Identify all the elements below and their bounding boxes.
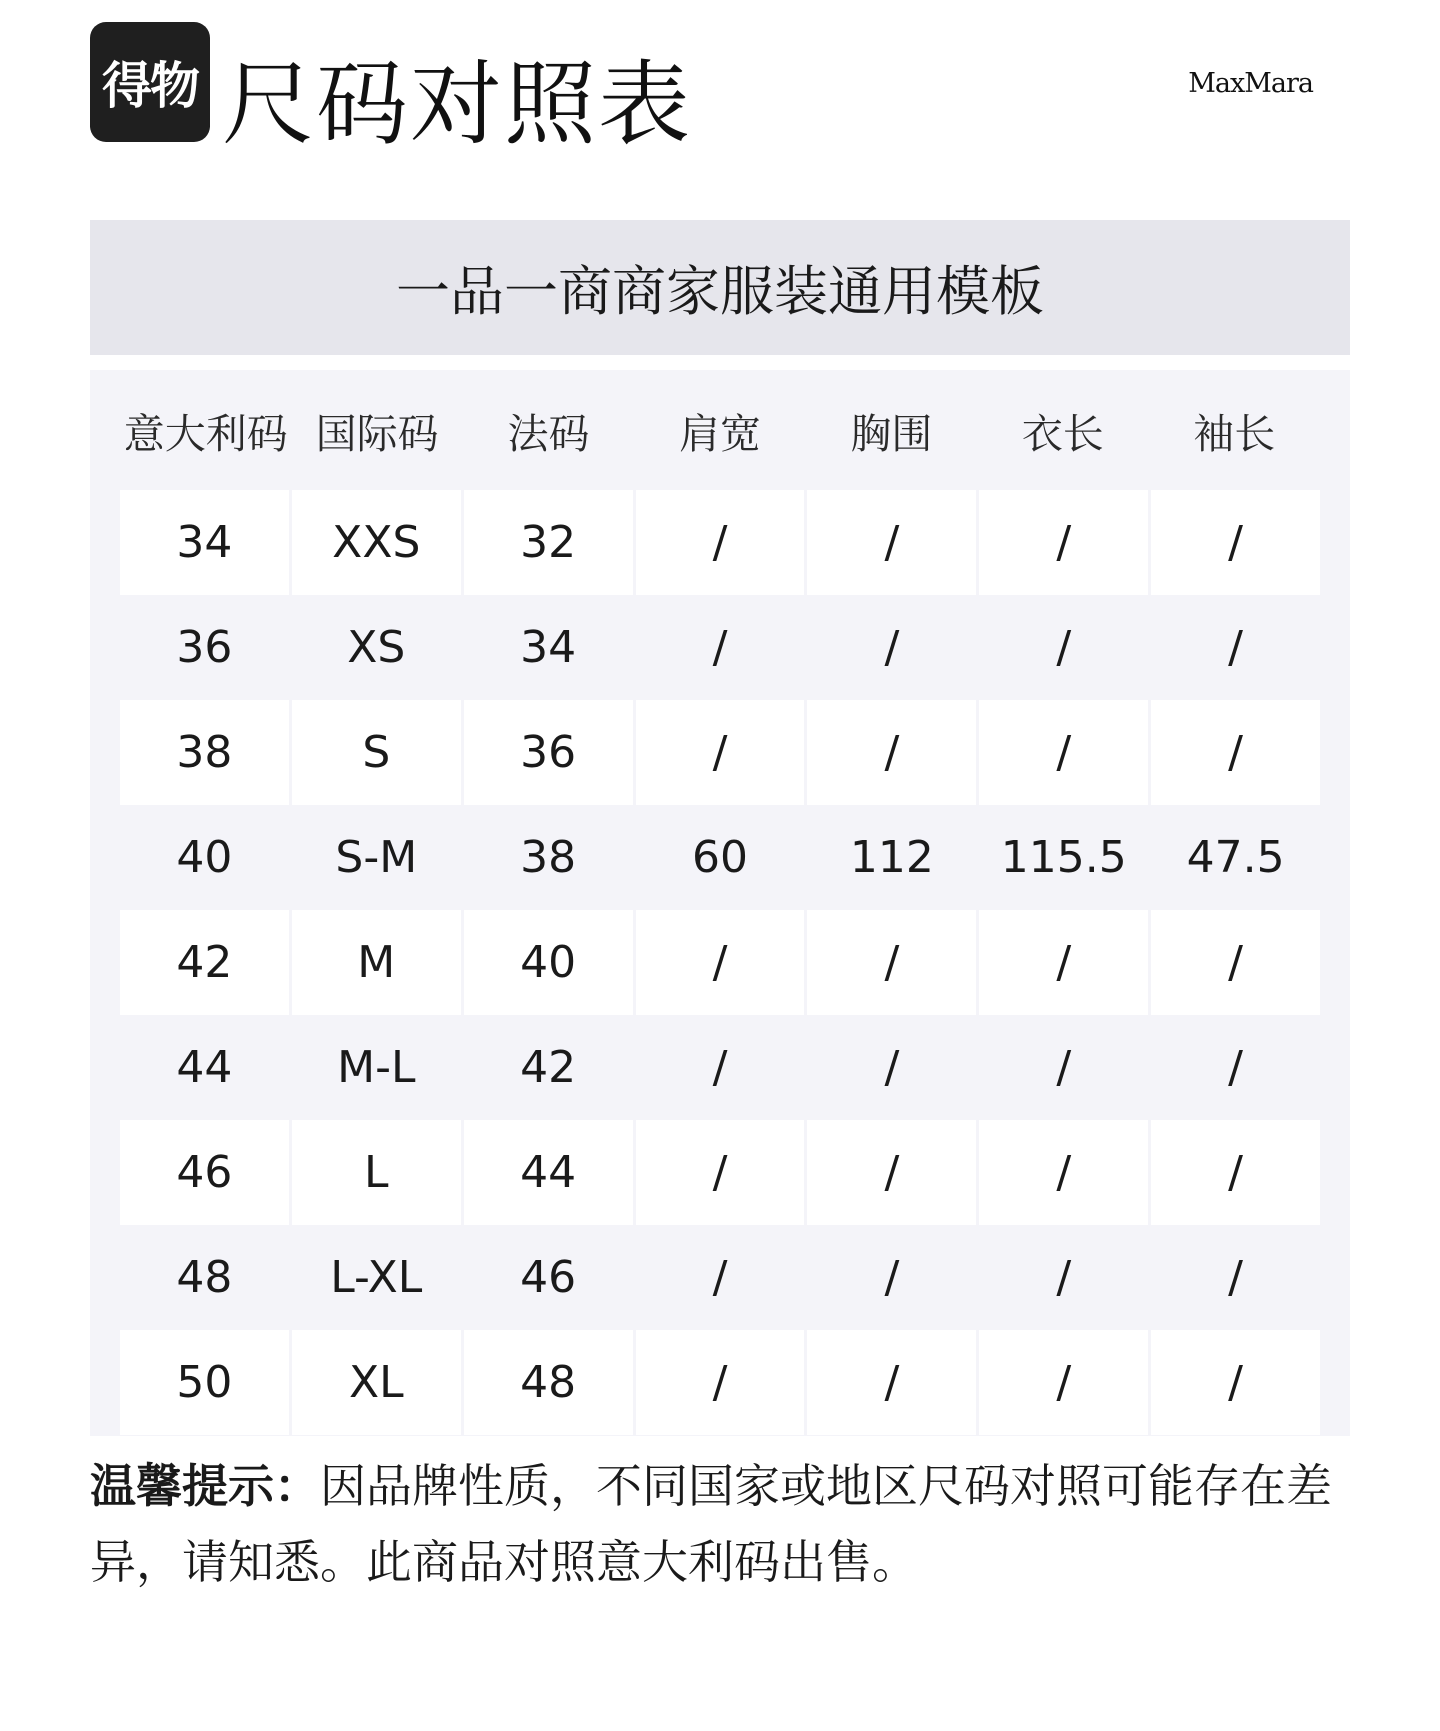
footnote-label: 温馨提示： [90, 1459, 320, 1513]
table-cell: 32 [464, 490, 636, 595]
table-cell: / [636, 1015, 808, 1120]
table-cell: / [807, 490, 979, 595]
brand-logo: MaxMara [1188, 68, 1313, 99]
table-cell: / [1228, 517, 1243, 568]
table-body [120, 490, 1320, 1435]
table-cell: / [1228, 622, 1243, 673]
table-cell: / [807, 910, 979, 1015]
table-cell: 48 [120, 1225, 292, 1330]
size-table [90, 370, 1350, 1436]
table-cell: / [1228, 1147, 1243, 1198]
header-fr-size: 法码 [507, 409, 590, 458]
table-cell: 46 [120, 1120, 292, 1225]
table-row [120, 1225, 1320, 1330]
table-row [120, 1120, 1320, 1225]
table-cell: 60 [636, 805, 808, 910]
table-cell: XS [292, 595, 464, 700]
table-cell: / [979, 1330, 1151, 1435]
table-cell: 44 [120, 1015, 292, 1120]
table-cell: 46 [464, 1225, 636, 1330]
header-intl-size: 国际码 [315, 409, 439, 458]
table-row [120, 805, 1320, 910]
table-cell: / [636, 1120, 808, 1225]
table-cell: 40 [120, 805, 292, 910]
table-cell: L-XL [292, 1225, 464, 1330]
app-logo: 得物 [90, 22, 210, 142]
table-cell: 115.5 [979, 805, 1151, 910]
footnote [90, 1448, 1360, 1600]
table-cell: 34 [464, 595, 636, 700]
template-subtitle-bar [90, 220, 1350, 355]
table-row [120, 1015, 1320, 1120]
header-it-size: 意大利码 [123, 409, 288, 458]
table-cell: / [807, 1330, 979, 1435]
footnote-text: 因品牌性质，不同国家或地区尺码对照可能存在差异，请知悉。此商品对照意大利码出售。 [90, 1459, 1332, 1589]
table-cell: / [1228, 727, 1243, 778]
table-cell: XL [292, 1330, 464, 1435]
table-cell: / [1228, 1357, 1243, 1408]
page-title: 尺码对照表 [222, 51, 693, 158]
table-cell: 40 [464, 910, 636, 1015]
table-cell: / [1228, 1252, 1243, 1303]
table-cell: 48 [464, 1330, 636, 1435]
table-cell: / [807, 1120, 979, 1225]
table-cell: 44 [464, 1120, 636, 1225]
table-cell: 42 [464, 1015, 636, 1120]
table-cell: / [979, 595, 1151, 700]
table-cell: / [807, 1225, 979, 1330]
table-cell: S [292, 700, 464, 805]
table-cell: 38 [464, 805, 636, 910]
table-cell: / [979, 910, 1151, 1015]
table-cell: M [292, 910, 464, 1015]
header-shoulder: 肩宽 [678, 409, 761, 458]
table-cell: 112 [807, 805, 979, 910]
table-cell: XXS [292, 490, 464, 595]
table-cell: / [636, 1330, 808, 1435]
table-row [120, 910, 1320, 1015]
table-cell: / [979, 1225, 1151, 1330]
template-subtitle: 一品一商商家服装通用模板 [396, 260, 1044, 323]
table-header [120, 370, 1320, 490]
table-cell: / [1228, 1042, 1243, 1093]
table-cell: / [636, 1225, 808, 1330]
table-cell: 34 [120, 490, 292, 595]
header-chest: 胸围 [850, 409, 933, 458]
table-cell: M-L [292, 1015, 464, 1120]
table-row [120, 1330, 1320, 1435]
header-sleeve: 袖长 [1193, 409, 1276, 458]
table-cell: / [807, 595, 979, 700]
table-cell: / [979, 1015, 1151, 1120]
table-cell: 38 [120, 700, 292, 805]
table-cell: / [979, 700, 1151, 805]
table-row [120, 595, 1320, 700]
table-cell: 42 [120, 910, 292, 1015]
table-cell: / [1228, 937, 1243, 988]
table-row [120, 700, 1320, 805]
table-cell: / [979, 490, 1151, 595]
table-cell: / [807, 1015, 979, 1120]
table-row [120, 490, 1320, 595]
table-cell: / [636, 700, 808, 805]
table-cell: L [292, 1120, 464, 1225]
table-cell: / [979, 1120, 1151, 1225]
table-cell: / [807, 700, 979, 805]
table-cell: / [636, 595, 808, 700]
table-cell: 50 [120, 1330, 292, 1435]
table-cell: / [636, 490, 808, 595]
table-cell: 36 [120, 595, 292, 700]
table-cell: 47.5 [1186, 832, 1285, 883]
table-cell: S-M [292, 805, 464, 910]
table-cell: 36 [464, 700, 636, 805]
header-length: 衣长 [1021, 409, 1104, 458]
table-cell: / [636, 910, 808, 1015]
